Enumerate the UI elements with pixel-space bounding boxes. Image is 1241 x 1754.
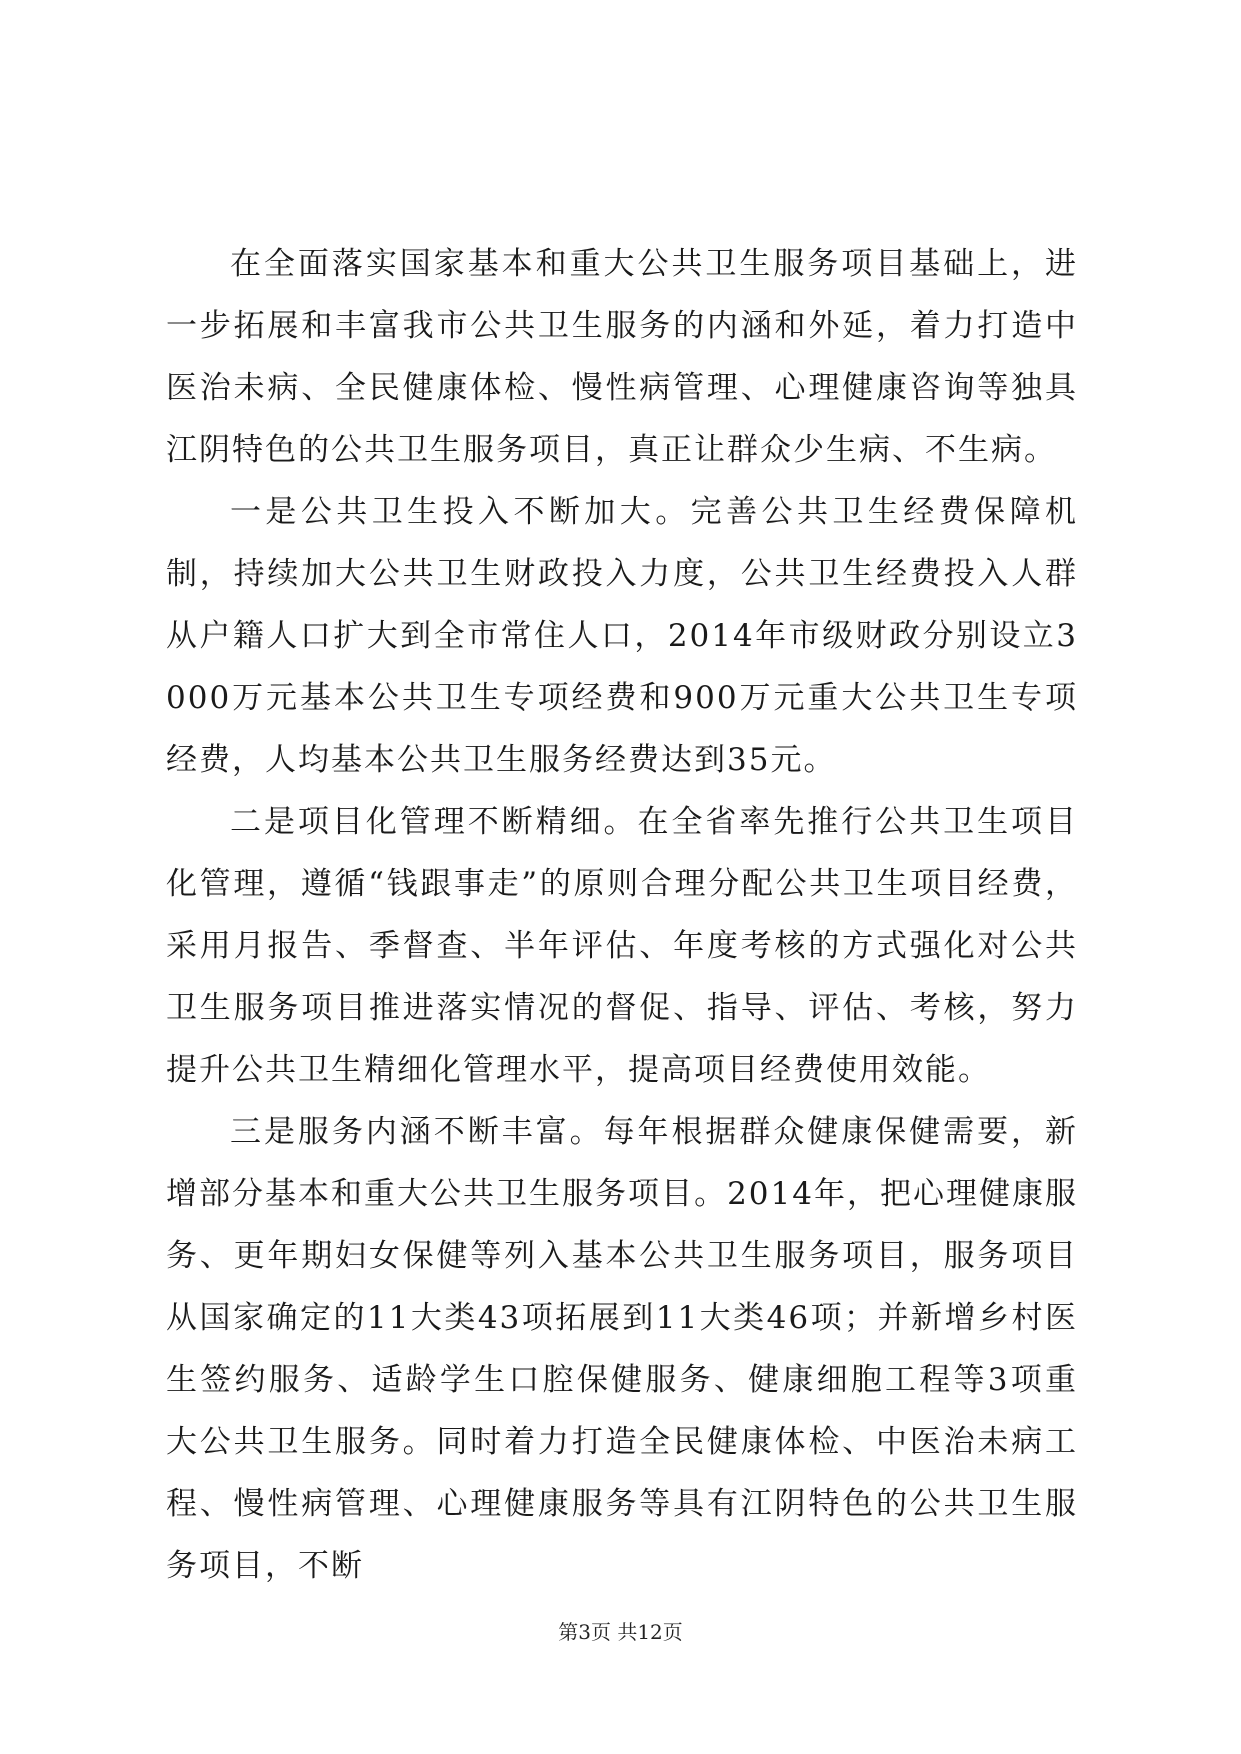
paragraph-service-content: 三是服务内涵不断丰富。每年根据群众健康保健需要，新增部分基本和重大公共卫生服务项目。2014年，把心理健康服务、更年期妇女保健等列入基本公共卫生服务项目，服务项目从国家确定的11大类43项拓展到11大类46项；并新增乡村医生签约服务、适龄学生口腔保健服务、健康细胞工程等3项重大公共卫生服务。同时着力打造全民健康体检、中医治未病工程、慢性病管理、心理健康服务等具有江阴特色的公共卫生服务项目，不断 xyxy=(166,1114,1078,1584)
page-number-footer: 第3页 共12页 xyxy=(558,1620,683,1644)
paragraph-funding: 一是公共卫生投入不断加大。完善公共卫生经费保障机制，持续加大公共卫生财政投入力度，公共卫生经费投入人群从户籍人口扩大到全市常住人口，2014年市级财政分别设立3000万元基本公共卫生专项经费和900万元重大公共卫生专项经费，人均基本公共卫生服务经费达到35元。 xyxy=(166,494,1078,778)
document-body xyxy=(166,233,1078,1597)
paragraph-project-management: 二是项目化管理不断精细。在全省率先推行公共卫生项目化管理，遵循“钱跟事走”的原则合理分配公共卫生项目经费，采用月报告、季督查、半年评估、年度考核的方式强化对公共卫生服务项目推进落实情况的督促、指导、评估、考核，努力提升公共卫生精细化管理水平，提高项目经费使用效能。 xyxy=(166,804,1078,1088)
paragraph-intro: 在全面落实国家基本和重大公共卫生服务项目基础上，进一步拓展和丰富我市公共卫生服务的内涵和外延，着力打造中医治未病、全民健康体检、慢性病管理、心理健康咨询等独具江阴特色的公共卫生服务项目，真正让群众少生病、不生病。 xyxy=(166,246,1078,468)
